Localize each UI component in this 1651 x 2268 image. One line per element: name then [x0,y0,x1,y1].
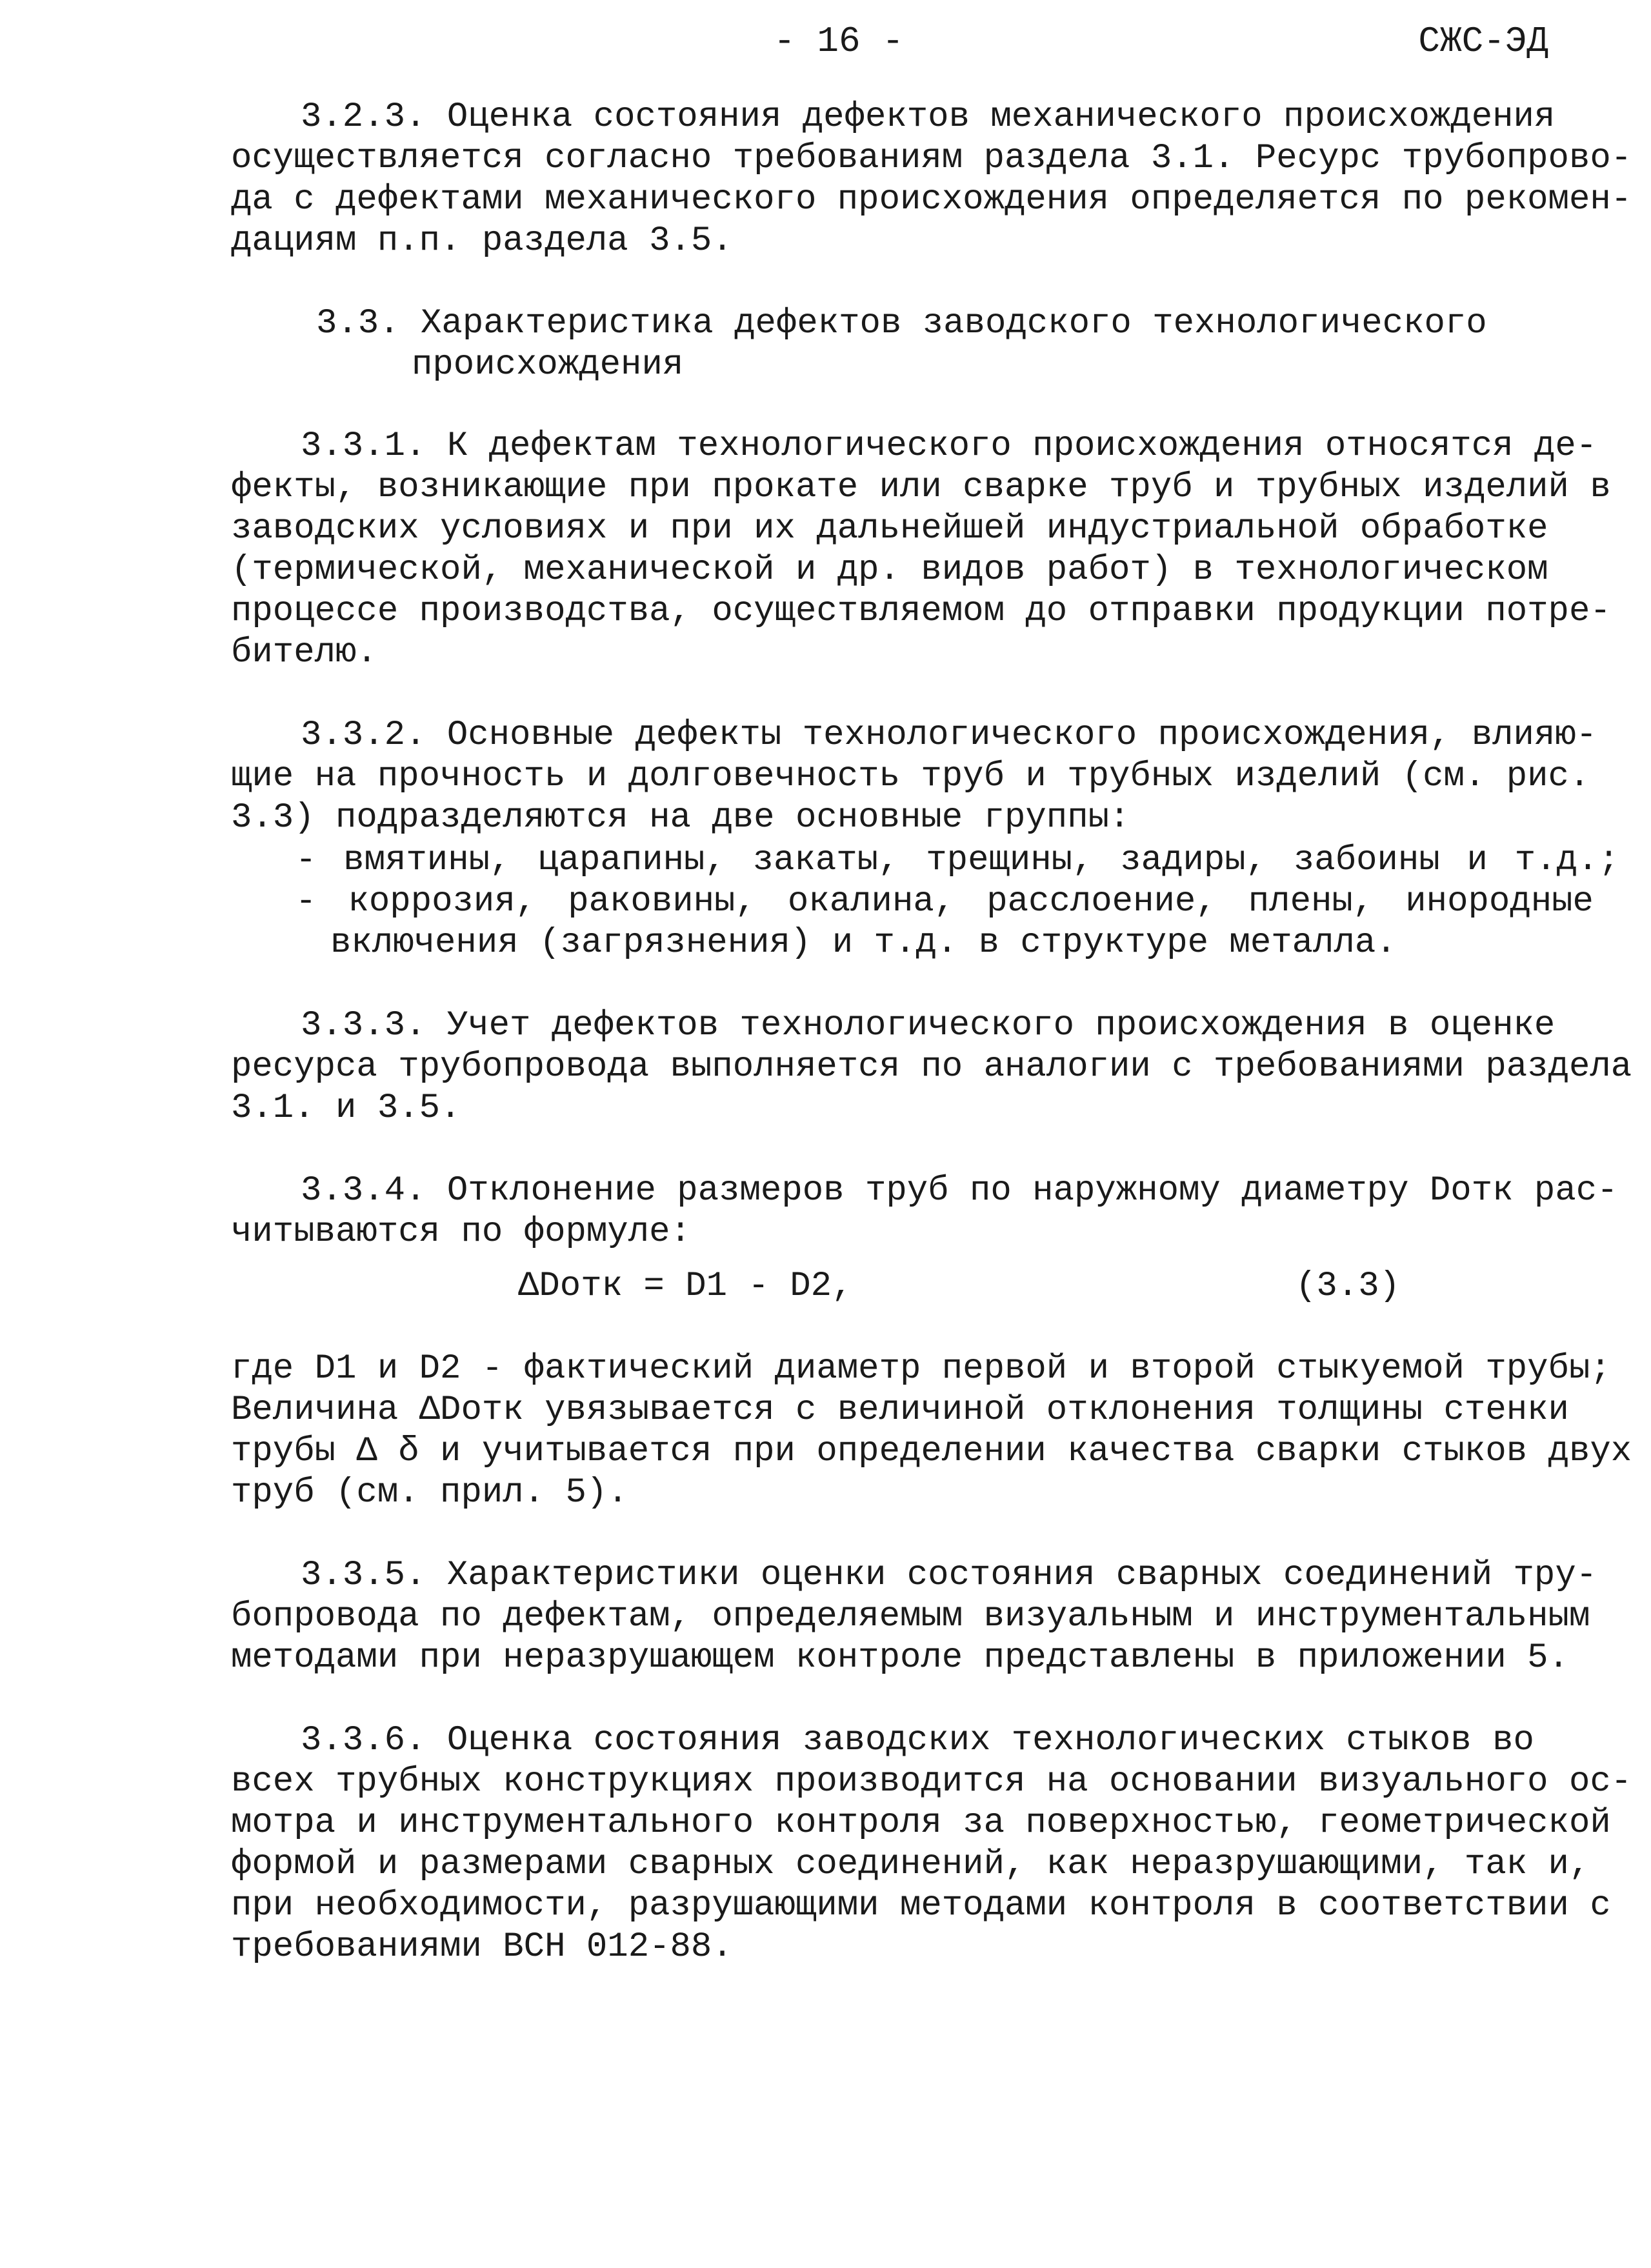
text-line: 3.3.6. Оценка состояния заводских технологических стыков во [301,1721,1534,1760]
text-line: (термической, механической и др. видов работ) в технологическом [231,550,1548,590]
paragraph-3-3-4-explanation [231,1349,1632,1514]
paragraph-3-3-2 [231,715,1597,839]
text-line: методами при неразрушающем контроле представлены в приложении 5. [231,1638,1569,1678]
text-line: заводских условиях и при их дальнейшей индустриальной обработке [231,509,1548,548]
text-line: формой и размерами сварных соединений, как неразрушающими, так и, [231,1845,1590,1884]
text-line: труб (см. прил. 5). [231,1473,628,1512]
defect-groups-list [231,840,1619,964]
formula-expression: ΔDотк = D1 - D2, [518,1267,853,1306]
text-line: щие на прочность и долговечность труб и трубных изделий (см. рис. [231,757,1590,796]
text-line: при необходимости, разрушающими методами контроля в соответствии с [231,1886,1611,1925]
document-code: СЖС-ЭД [1418,21,1548,62]
text-line: процессе производства, осуществляемом до отправки продукции потре- [231,592,1611,631]
list-item: - коррозия, раковины, окалина, расслоение, плены, инородные [295,882,1594,921]
text-line: 3.3.3. Учет дефектов технологического происхождения в оценке [301,1006,1556,1045]
paragraph-3-3-6 [231,1720,1632,1968]
text-line: бителю. [231,633,377,672]
text-line: да с дефектами механического происхождения определяется по рекомен- [231,180,1632,219]
heading-line: происхождения [412,345,684,385]
list-item: - вмятины, царапины, закаты, трещины, задиры, забоины и т.д.; [295,841,1619,880]
paragraph-3-3-3 [231,1005,1632,1129]
text-line: всех трубных конструкциях производится на основании визуального ос- [231,1762,1632,1801]
text-line: читываются по формуле: [231,1212,691,1252]
paragraph-3-2-3 [231,97,1632,262]
list-item-continuation: включения (загрязнения) и т.д. в структуре металла. [330,923,1397,963]
text-line: 3.3.1. К дефектам технологического происхождения относятся де- [301,427,1597,466]
page-content [231,97,1632,2009]
paragraph-3-3-1 [231,426,1611,674]
paragraph-3-3-5 [231,1555,1597,1679]
text-line: 3.2.3. Оценка состояния дефектов механического происхождения [301,97,1556,137]
text-line: мотра и инструментального контроля за поверхностью, геометрической [231,1803,1611,1843]
text-line: дациям п.п. раздела 3.5. [231,221,733,261]
section-heading-3-3 [231,303,1555,386]
text-line: 3.1. и 3.5. [231,1089,461,1128]
text-line: 3.3.2. Основные дефекты технологического происхождения, влияю- [301,716,1597,755]
paragraph-3-3-4 [231,1170,1618,1253]
text-line: фекты, возникающие при прокате или сварке труб и трубных изделий в [231,468,1611,507]
text-line: Величина ΔDотк увязывается с величиной отклонения толщины стенки [231,1390,1569,1430]
page-number: - 16 - [774,21,904,62]
text-line: бопровода по дефектам, определяемым визуальным и инструментальным [231,1597,1590,1636]
text-line: 3.3.5. Характеристики оценки состояния сварных соединений тру- [301,1556,1597,1595]
text-line: 3.3.4. Отклонение размеров труб по наружному диаметру Dотк рас- [301,1171,1618,1210]
formula-3-3 [231,1266,1555,1307]
text-line: трубы Δ δ и учитывается при определении качества сварки стыков двух [231,1432,1632,1471]
text-line: осуществляется согласно требованиям раздела 3.1. Ресурс трубопрово- [231,139,1632,178]
formula-number: (3.3) [1296,1267,1401,1306]
heading-line: 3.3. Характеристика дефектов заводского технологического [316,304,1487,343]
text-line: где D1 и D2 - фактический диаметр первой и второй стыкуемой трубы; [231,1349,1611,1389]
text-line: требованиями ВСН 012-88. [231,1927,733,1967]
text-line: 3.3) подразделяются на две основные группы: [231,798,1130,838]
text-line: ресурса трубопровода выполняется по аналогии с требованиями раздела [231,1047,1632,1087]
